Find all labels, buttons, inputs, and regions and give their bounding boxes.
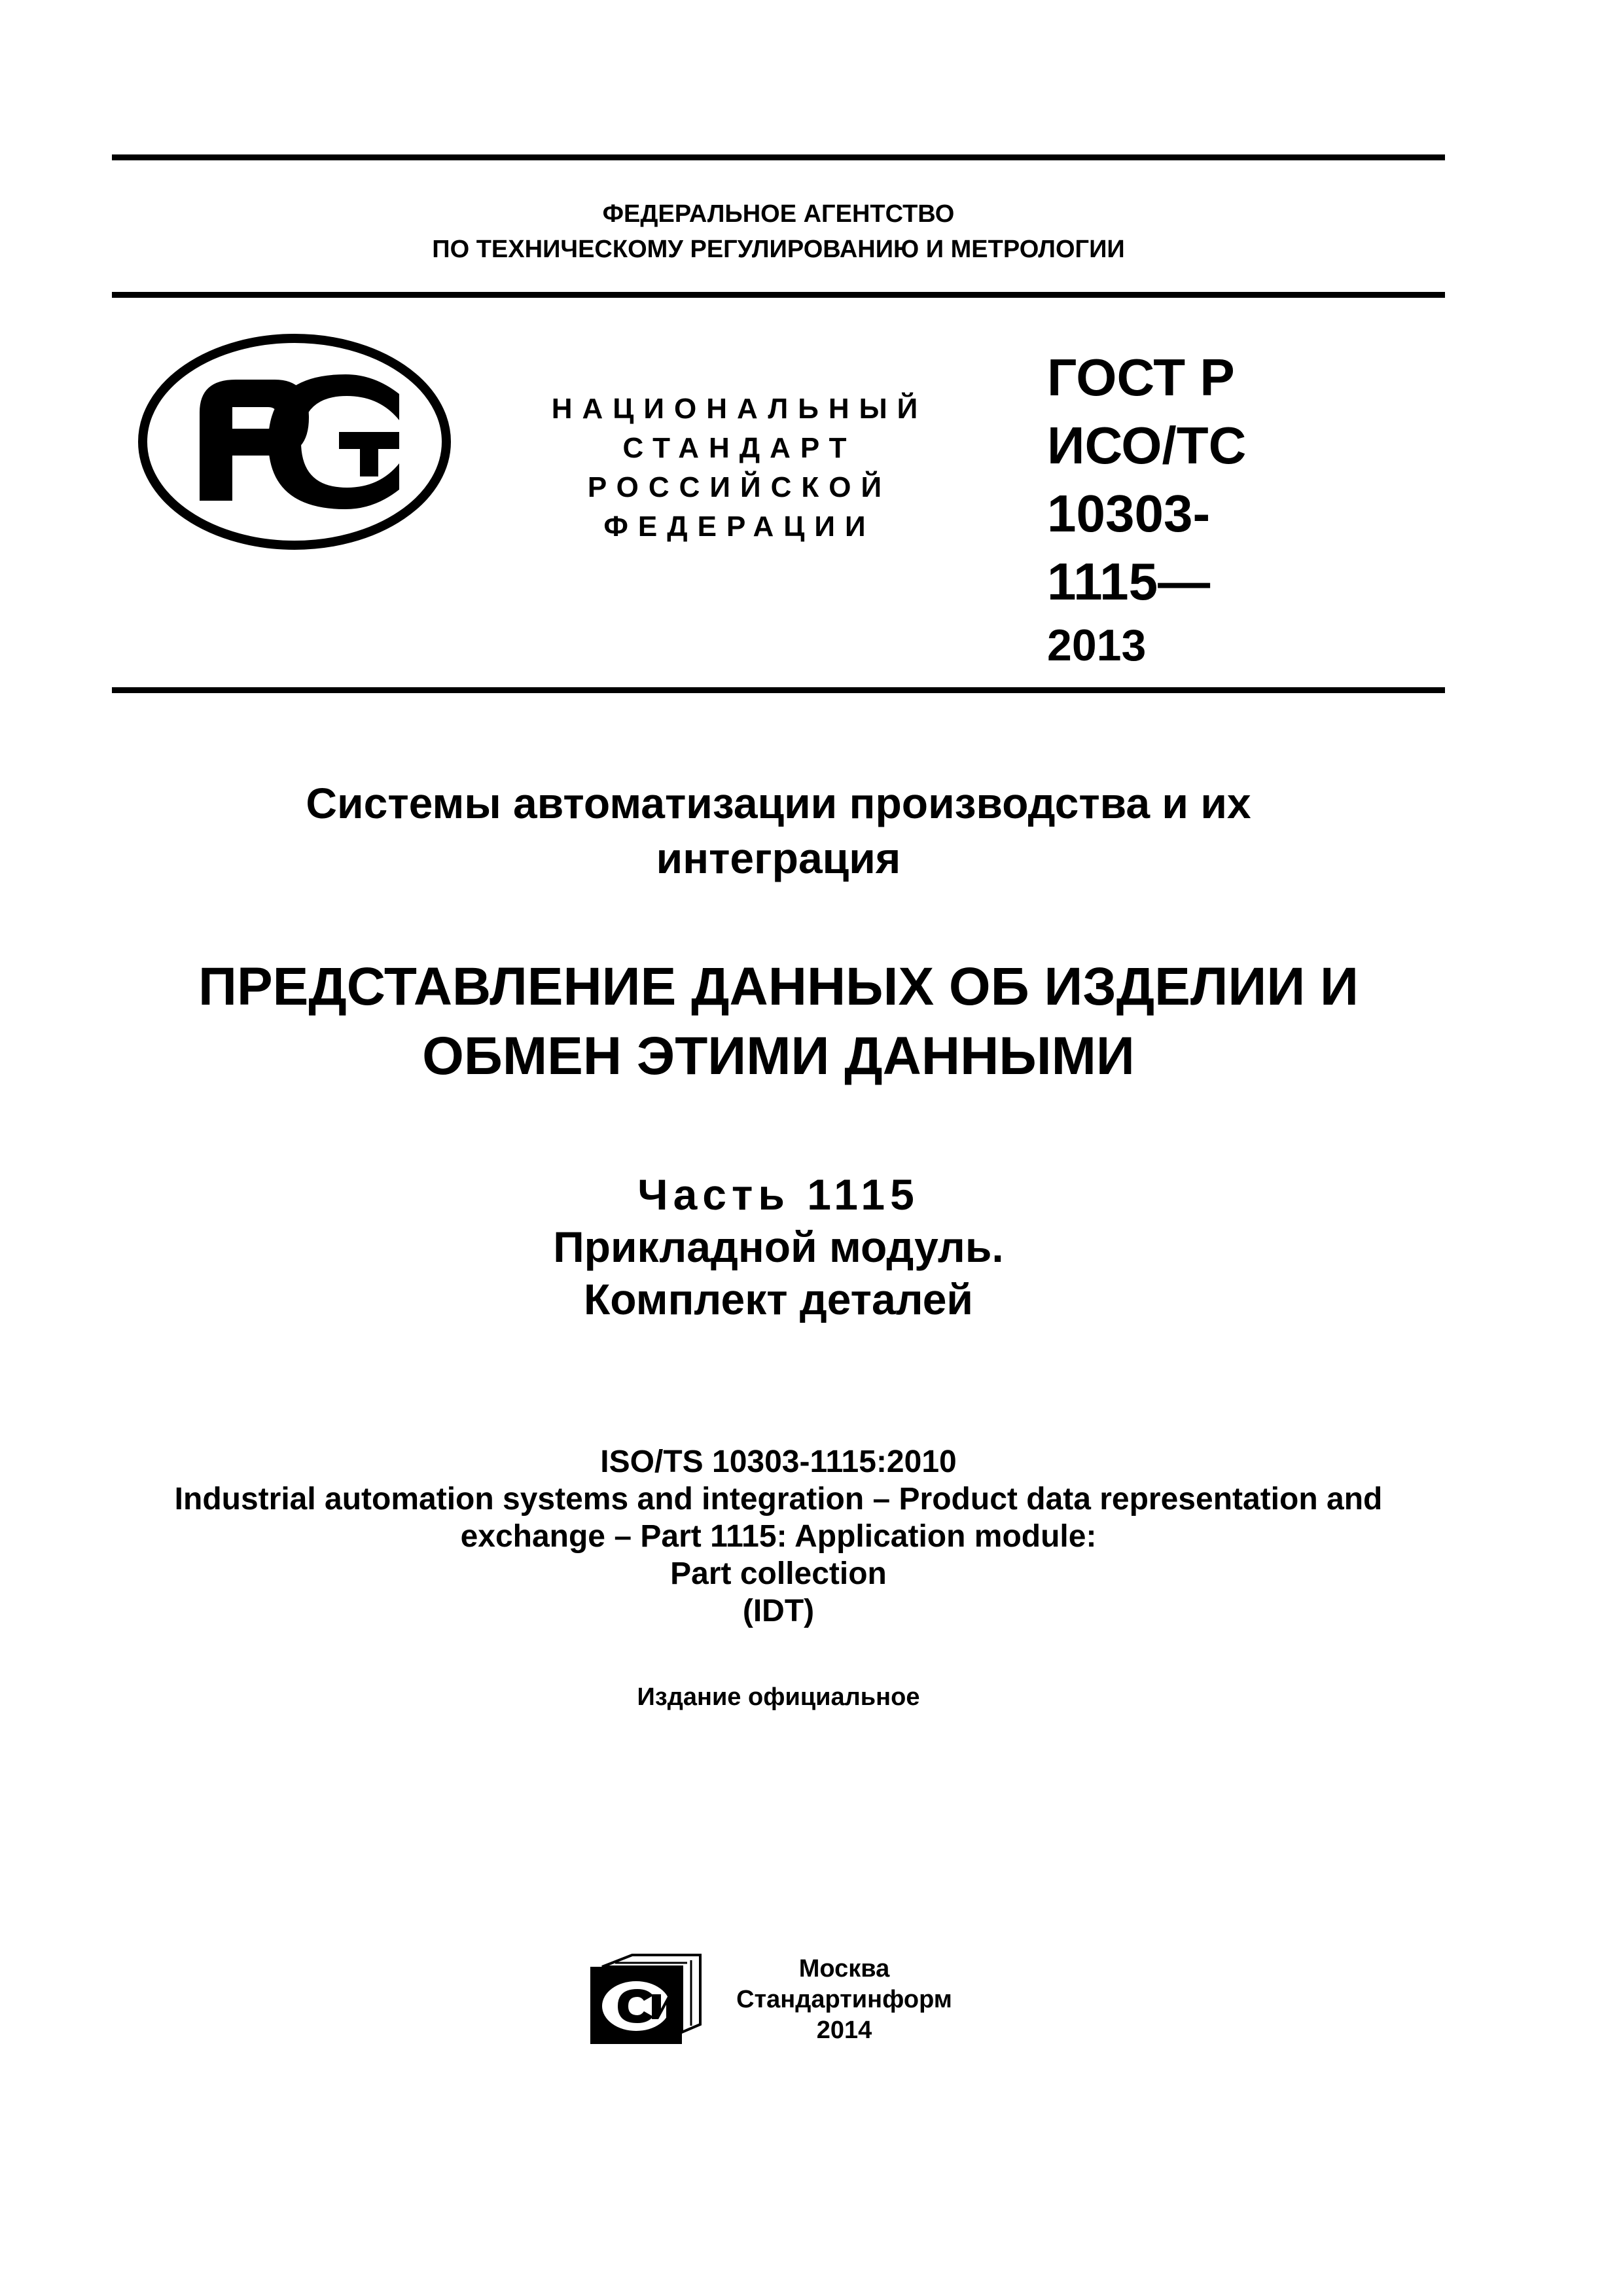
national-standard-line-2: СТАНДАРТ [622, 432, 857, 464]
rst-mark-icon [137, 334, 452, 550]
iso-line-4: (IDT) [742, 1594, 815, 1628]
standard-designation [1047, 344, 1440, 675]
edition-note: Издание официальное [637, 1683, 920, 1711]
designation-line-4: 1115— [1047, 552, 1211, 611]
iso-line-2: exchange – Part 1115: Application module: [460, 1519, 1097, 1554]
standartinform-logo-icon [589, 1954, 702, 2045]
document-title [112, 776, 1445, 886]
part-block [112, 1168, 1445, 1325]
national-standard-line-4: ФЕДЕРАЦИИ [603, 511, 876, 543]
designation-line-2: ИСО/ТС [1047, 416, 1247, 475]
designation-line-1: ГОСТ Р [1047, 348, 1235, 406]
title-line-1: Системы автоматизации производства и их [306, 779, 1251, 827]
publisher-year: 2014 [816, 2017, 872, 2044]
top-rule [112, 154, 1445, 160]
publisher-name: Стандартинформ [736, 1986, 952, 2013]
header-rule [112, 292, 1445, 298]
subtitle-line-1: ПРЕДСТАВЛЕНИЕ ДАННЫХ ОБ ИЗДЕЛИИ И [198, 957, 1359, 1016]
part-line-2: Комплект деталей [584, 1275, 973, 1323]
publisher-city: Москва [798, 1955, 890, 1982]
part-line-1: Прикладной модуль. [553, 1223, 1004, 1271]
designation-line-3: 10303- [1047, 484, 1211, 543]
national-standard-line-3: РОССИЙСКОЙ [587, 471, 892, 503]
title-line-2: интеграция [656, 834, 901, 882]
agency-line-1: ФЕДЕРАЛЬНОЕ АГЕНТСТВО [602, 200, 955, 228]
iso-line-1: Industrial automation systems and integration – Product data representation and [174, 1482, 1383, 1516]
iso-code: ISO/TS 10303-1115:2010 [600, 1444, 957, 1479]
document-subtitle [112, 952, 1445, 1091]
national-standard-block [497, 389, 982, 547]
iso-reference [112, 1443, 1445, 1630]
part-label: Часть 1115 [637, 1170, 919, 1219]
agency-line-2: ПО ТЕХНИЧЕСКОМУ РЕГУЛИРОВАНИЮ И МЕТРОЛОГИИ [432, 236, 1125, 263]
national-standard-line-1: НАЦИОНАЛЬНЫЙ [551, 393, 928, 425]
title-rule [112, 687, 1445, 693]
subtitle-line-2: ОБМЕН ЭТИМИ ДАННЫМИ [422, 1026, 1135, 1086]
publisher-block [713, 1954, 975, 2046]
iso-line-3: Part collection [670, 1556, 887, 1591]
designation-year: 2013 [1047, 620, 1147, 670]
agency-header [112, 196, 1445, 267]
